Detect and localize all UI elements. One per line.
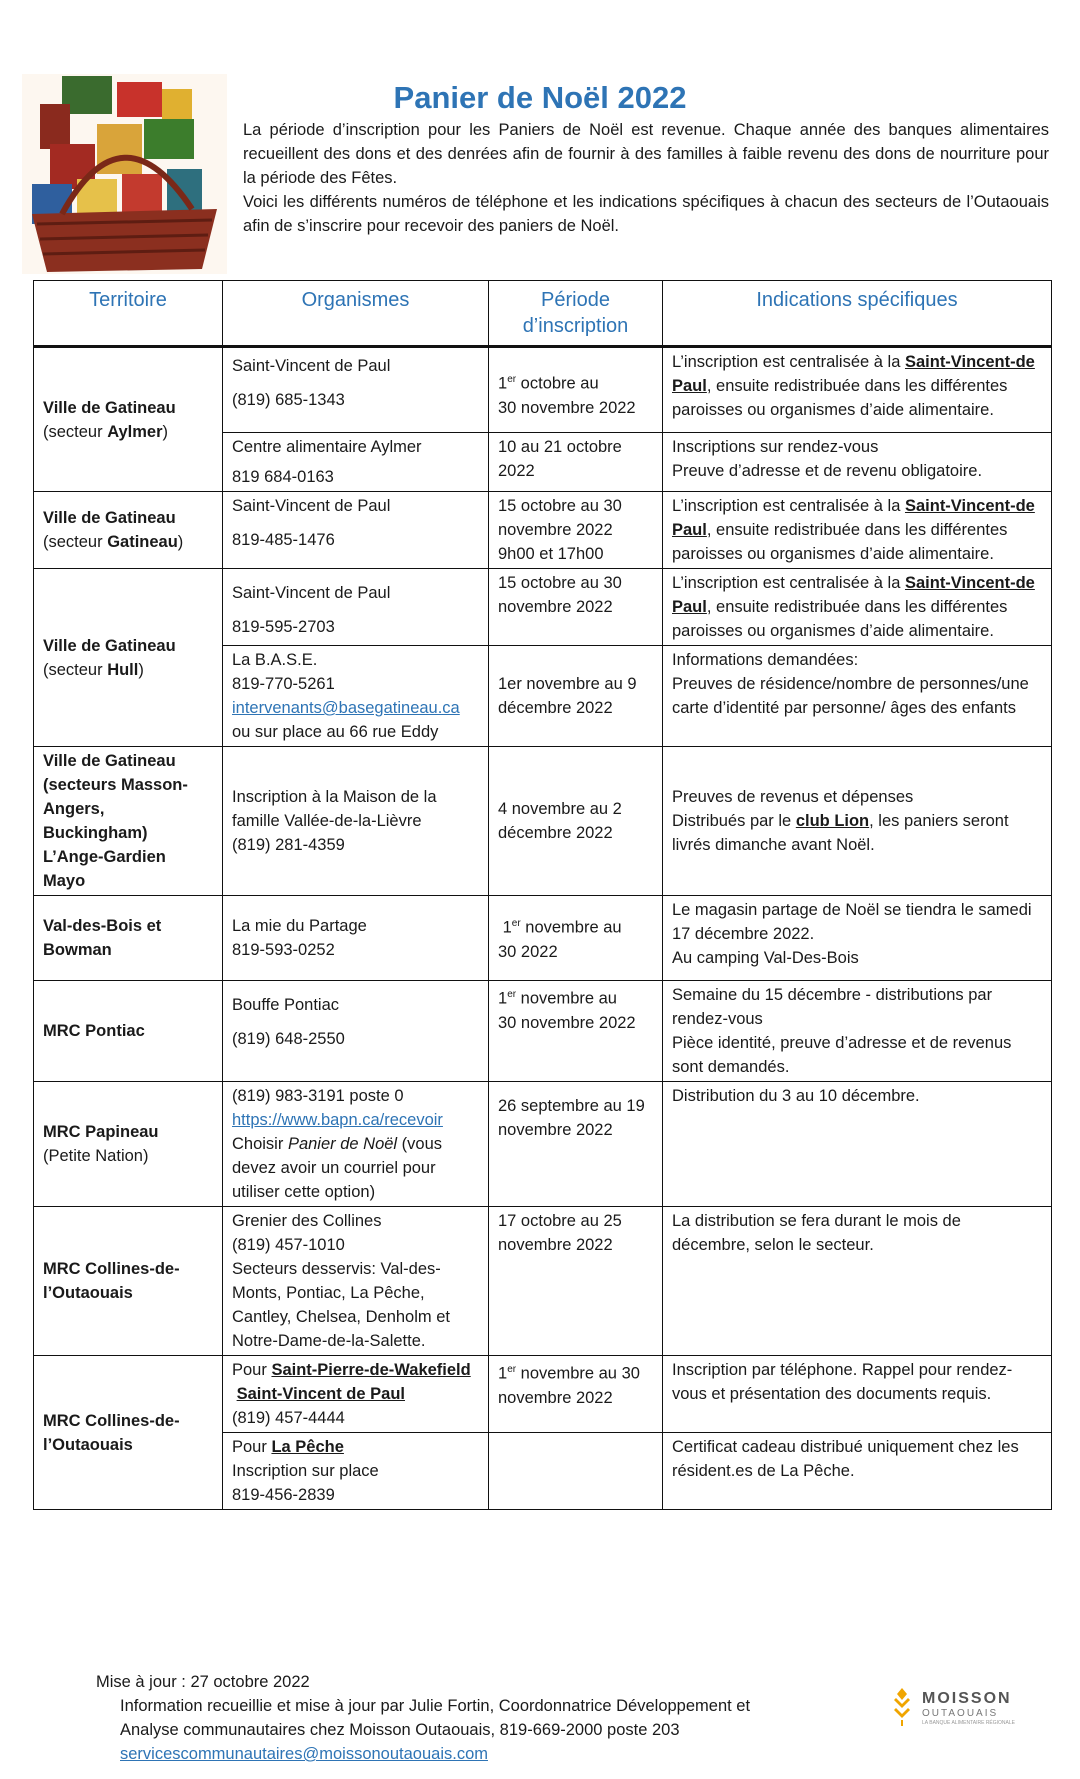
- cell-territoire-hull: [34, 569, 223, 747]
- cell-periode: [489, 1082, 663, 1207]
- table-row: [34, 1356, 1052, 1433]
- periode-line-1: [498, 368, 653, 396]
- intro-paragraph-1: La période d’inscription pour les Paniers de Noël est revenue. Chaque année des banques alimentaires recueillent des dons et des denrées afin de fournir à des familles à faible revenu des dons de nourriture pour la période des Fêtes.: [243, 121, 1049, 187]
- organisme-phone: (819) 983-3191 poste 0: [232, 1087, 404, 1105]
- territoire-sub: (Petite Nation): [43, 1147, 149, 1165]
- cell-periode: [489, 896, 663, 981]
- cell-indications: [663, 569, 1052, 646]
- cell-periode: 10 au 21 octobre 2022: [489, 433, 663, 492]
- table-row: [34, 492, 1052, 569]
- territoire-ville: Ville de Gatineau: [43, 636, 176, 655]
- table-header-row: [34, 281, 1052, 347]
- periode-day: 1: [498, 989, 508, 1008]
- cell-organisme: [223, 646, 489, 747]
- footer-info-line-2: Analyse communautaires chez Moisson Outaouais, 819-669-2000 poste 203: [120, 1721, 680, 1739]
- periode-line-1: [498, 983, 653, 1011]
- organisme-address: ou sur place au 66 rue Eddy: [232, 723, 439, 741]
- saint-vincent-link[interactable]: Saint-Vincent-de Paul: [672, 574, 1035, 616]
- territoire-secteur: [43, 420, 213, 444]
- indication-line-1: Preuves de revenus et dépenses: [672, 788, 914, 806]
- organisme-name: Saint-Vincent de Paul: [232, 357, 391, 375]
- organisme-secteurs: Secteurs desservis: Val-des-Monts, Pontiac, La Pêche, Cantley, Chelsea, Denholm et Notre-Dame-de-la-Salette.: [232, 1260, 450, 1350]
- saint-vincent-link[interactable]: Saint-Vincent-de Paul: [672, 353, 1035, 395]
- secteur-prefix: (secteur: [43, 533, 108, 551]
- cell-periode: 17 octobre au 25 novembre 2022: [489, 1207, 663, 1356]
- indication-line-2: Preuve d’adresse et de revenu obligatoire.: [672, 462, 983, 480]
- indication-line-1: Inscriptions sur rendez-vous: [672, 438, 879, 456]
- organisme-name: Saint-Vincent de Paul: [232, 584, 391, 602]
- indication-line-2: Au camping Val-Des-Bois: [672, 949, 859, 967]
- cell-territoire-collines: MRC Collines-de-l’Outaouais: [34, 1207, 223, 1356]
- saint-vincent-link[interactable]: Saint-Vincent de Paul: [236, 1385, 405, 1403]
- cell-territoire-papineau: [34, 1082, 223, 1207]
- indication-text-end: , ensuite redistribuée dans les différentes paroisses ou organismes d’aide alimentaire.: [672, 521, 1008, 563]
- choisir-emphasis: Panier de Noël: [287, 1135, 398, 1153]
- cell-organisme: [223, 1433, 489, 1510]
- secteur-prefix: (secteur: [43, 660, 108, 679]
- registration-table: [33, 280, 1052, 1510]
- indication-text: L’inscription est centralisée à la: [672, 574, 905, 592]
- indication-line-1: Informations demandées:: [672, 651, 859, 669]
- territoire-ville: Ville de Gatineau: [43, 752, 176, 770]
- organisme-pour: [232, 1358, 479, 1382]
- indication-line-1: Le magasin partage de Noël se tiendra le samedi 17 décembre 2022.: [672, 901, 1032, 943]
- choisir-text-end: (vous devez avoir un courriel pour utiliser cette option): [232, 1135, 443, 1201]
- periode-sup: er: [507, 1364, 517, 1375]
- cell-organisme: [223, 1082, 489, 1207]
- periode-day: 1: [502, 918, 512, 937]
- table-row: [34, 981, 1052, 1082]
- cell-periode: 15 octobre au 30 novembre 2022: [489, 569, 663, 646]
- periode-text: 26 septembre au 19 novembre 2022: [498, 1097, 645, 1139]
- cell-indications: [663, 433, 1052, 492]
- organisme-name: Centre alimentaire Aylmer: [232, 438, 422, 456]
- cell-periode: [489, 1356, 663, 1433]
- periode-line-1: [498, 912, 653, 940]
- header-territoire: Territoire: [34, 281, 223, 347]
- cell-periode: [489, 492, 663, 569]
- header-organismes: Organismes: [223, 281, 489, 347]
- page-title: Panier de Noël 2022: [393, 80, 687, 115]
- cell-organisme: [223, 347, 489, 433]
- organisme-phone: (819) 457-4444: [232, 1409, 345, 1427]
- choisir-text: Choisir: [232, 1135, 288, 1153]
- footer-info-line-1: Information recueillie et mise à jour par Julie Fortin, Coordonnatrice Développement et: [120, 1697, 751, 1715]
- organisme-phone: (819) 685-1343: [232, 391, 345, 409]
- periode-sup: er: [511, 918, 521, 930]
- indication-text-end: , les paniers seront livrés dimanche avant Noël.: [672, 812, 1009, 854]
- organisme-phone: (819) 457-1010: [232, 1236, 345, 1254]
- bapn-url-link[interactable]: https://www.bapn.ca/recevoir: [232, 1111, 443, 1129]
- footer-email-link[interactable]: servicescommunautaires@moissonoutaouais.com: [120, 1745, 488, 1763]
- table-row: [34, 1082, 1052, 1207]
- secteur-name: Gatineau: [107, 533, 178, 551]
- table-row: [34, 347, 1052, 433]
- organisme-phone: 819-593-0252: [232, 941, 335, 959]
- secteur-name: Aylmer: [107, 422, 163, 441]
- indication-line-2: Preuves de résidence/nombre de personnes/une carte d’identité par personne/ âges des enfants: [672, 675, 1029, 717]
- periode-rest: novembre au 30 novembre 2022: [498, 1364, 640, 1407]
- territoire-ville: Ville de Gatineau: [43, 509, 176, 527]
- organisme-phone: 819 684-0163: [232, 468, 334, 486]
- periode-rest: octobre au: [516, 374, 599, 393]
- pour-text: Pour: [232, 1361, 272, 1379]
- saint-vincent-link[interactable]: Saint-Vincent-de Paul: [672, 497, 1035, 539]
- cell-periode: [489, 1433, 663, 1510]
- cell-indications: [663, 981, 1052, 1082]
- organisme-phone: (819) 648-2550: [232, 1030, 345, 1048]
- cell-organisme: [223, 1356, 489, 1433]
- territoire-secteur: [43, 658, 213, 682]
- cell-indications: [663, 492, 1052, 569]
- periode-day: 1: [498, 374, 508, 393]
- cell-organisme: [223, 569, 489, 646]
- territoire-ville: Ville de Gatineau: [43, 398, 176, 417]
- secteur-suffix: ): [138, 660, 144, 679]
- cell-territoire-aylmer: [34, 347, 223, 492]
- periode-line-2: 30 novembre 2022: [498, 398, 636, 417]
- cell-periode: 1er novembre au 9 décembre 2022: [489, 646, 663, 747]
- organisme-name: La mie du Partage: [232, 917, 367, 935]
- organisme-inscription: Inscription sur place: [232, 1462, 379, 1480]
- table-row: [34, 569, 1052, 646]
- pour-text: Pour: [232, 1438, 272, 1456]
- cell-indications: La distribution se fera durant le mois de décembre, selon le secteur.: [663, 1207, 1052, 1356]
- saint-pierre-link[interactable]: Saint-Pierre-de-Wakefield: [271, 1361, 471, 1379]
- cell-organisme: [223, 1207, 489, 1356]
- indication-line-1: Semaine du 15 décembre - distributions par rendez-vous: [672, 986, 993, 1028]
- organisme-phone: 819-770-5261: [232, 675, 335, 693]
- organisme-name: [232, 1382, 479, 1406]
- table-row: [34, 747, 1052, 896]
- cell-indications: Certificat cadeau distribué uniquement chez les résident.es de La Pêche.: [663, 1433, 1052, 1510]
- periode-line-2: 30 novembre 2022: [498, 1013, 636, 1032]
- organisme-phone: (819) 281-4359: [232, 836, 345, 854]
- indication-text: L’inscription est centralisée à la: [672, 353, 905, 371]
- periode-rest: novembre au: [516, 989, 617, 1008]
- cell-organisme: [223, 896, 489, 981]
- cell-periode: [489, 981, 663, 1082]
- periode-line-2: 30 2022: [498, 942, 558, 961]
- intro-paragraph-2: Voici les différents numéros de téléphone et les indications spécifiques à chacun des secteurs de l’Outaouais afin de s’inscrire pour recevoir des paniers de Noël.: [243, 193, 1049, 235]
- periode-line-2: 9h00 et 17h00: [498, 545, 604, 563]
- intro-text: [243, 118, 1049, 238]
- cell-territoire-collines: MRC Collines-de-l’Outaouais: [34, 1356, 223, 1510]
- organisme-phone: 819-595-2703: [232, 618, 335, 636]
- header-periode: [489, 281, 663, 347]
- territoire-secteurs: (secteurs Masson-Angers, Buckingham): [43, 776, 188, 842]
- organisme-pour: [232, 1435, 479, 1459]
- organisme-phone: 819-456-2839: [232, 1486, 335, 1504]
- footer: [96, 1670, 750, 1766]
- periode-day: 1: [498, 1364, 508, 1383]
- indication-text-end: , ensuite redistribuée dans les différentes paroisses ou organismes d’aide alimentaire.: [672, 598, 1008, 640]
- base-email-link[interactable]: intervenants@basegatineau.ca: [232, 699, 460, 717]
- cell-territoire-gatineau: [34, 492, 223, 569]
- periode-sup: er: [507, 374, 517, 385]
- territoire-ange-gardien: L’Ange-Gardien: [43, 848, 166, 866]
- moisson-logo-tagline: LA BANQUE ALIMENTAIRE RÉGIONALE: [922, 1720, 1015, 1726]
- cell-organisme: [223, 747, 489, 896]
- periode-line-1: 15 octobre au 30 novembre 2022: [498, 497, 622, 539]
- table-row: [34, 1207, 1052, 1356]
- organisme-name: Saint-Vincent de Paul: [232, 497, 391, 515]
- territoire-secteur: [43, 530, 213, 554]
- header-indications: Indications spécifiques: [663, 281, 1052, 347]
- cell-organisme: [223, 433, 489, 492]
- cell-periode: [489, 347, 663, 433]
- cell-territoire-pontiac: MRC Pontiac: [34, 981, 223, 1082]
- footer-update-date: Mise à jour : 27 octobre 2022: [96, 1673, 310, 1691]
- secteur-suffix: ): [162, 422, 169, 441]
- cell-indications: [663, 646, 1052, 747]
- header-periode-line-2: d’inscription: [522, 315, 629, 337]
- periode-sup: er: [507, 989, 517, 1000]
- moisson-logo-name: MOISSON: [922, 1690, 1012, 1707]
- organisme-phone: 819-485-1476: [232, 531, 335, 549]
- secteur-prefix: (secteur: [43, 422, 108, 441]
- header-periode-line-1: Période: [541, 289, 610, 311]
- organisme-name: La B.A.S.E.: [232, 651, 318, 669]
- secteur-name: Hull: [107, 660, 139, 679]
- indication-line-2: Pièce identité, preuve d’adresse et de revenus sont demandés.: [672, 1034, 1012, 1076]
- cell-organisme: [223, 981, 489, 1082]
- cell-territoire-valdesbois: Val-des-Bois et Bowman: [34, 896, 223, 981]
- cell-periode: 4 novembre au 2 décembre 2022: [489, 747, 663, 896]
- la-peche-link[interactable]: La Pêche: [271, 1438, 344, 1456]
- organisme-name: Grenier des Collines: [232, 1212, 382, 1230]
- cell-territoire-masson: [34, 747, 223, 896]
- club-lion-link[interactable]: club Lion: [795, 812, 870, 830]
- organisme-name: Bouffe Pontiac: [232, 996, 340, 1014]
- indication-text: L’inscription est centralisée à la: [672, 497, 905, 515]
- territoire-mayo: Mayo: [43, 872, 86, 890]
- cell-indications: [663, 896, 1052, 981]
- cell-organisme: [223, 492, 489, 569]
- cell-indications: Inscription par téléphone. Rappel pour rendez-vous et présentation des documents requis.: [663, 1356, 1052, 1433]
- territoire-name: MRC Papineau: [43, 1123, 159, 1141]
- indication-text: Distribués par le: [672, 812, 796, 830]
- moisson-logo-sub: OUTAOUAIS: [922, 1708, 999, 1719]
- organisme-name: Inscription à la Maison de la famille Vallée-de-la-Lièvre: [232, 788, 437, 830]
- cell-indications: [663, 747, 1052, 896]
- cell-indications: Distribution du 3 au 10 décembre.: [663, 1082, 1052, 1207]
- table-row: [34, 896, 1052, 981]
- secteur-suffix: ): [177, 533, 184, 551]
- indication-text-end: , ensuite redistribuée dans les différentes paroisses ou organismes d’aide alimentaire.: [672, 377, 1008, 419]
- periode-rest: novembre au: [520, 918, 622, 937]
- cell-indications: [663, 347, 1052, 433]
